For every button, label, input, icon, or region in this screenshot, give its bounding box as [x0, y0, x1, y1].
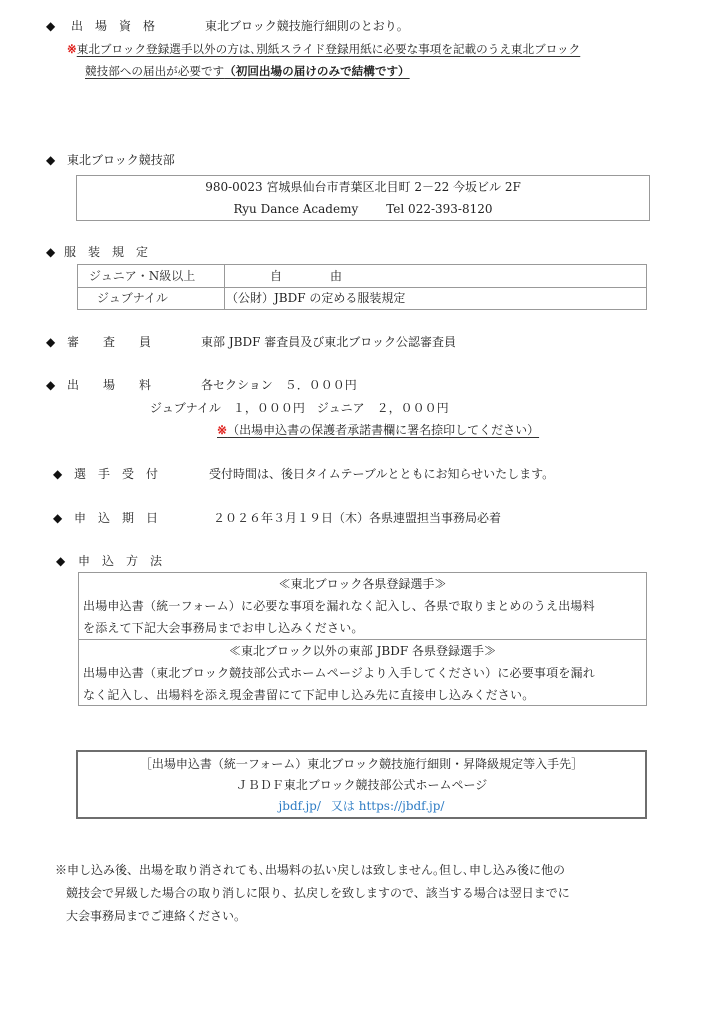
dress-row-rule: （公財）JBDF の定める服装規定: [226, 291, 406, 305]
qualification-note-line2: [85, 63, 410, 79]
fee-juvenile-junior: ジュブナイル １，０００円 ジュニア ２，０００円: [150, 401, 449, 415]
method-divider: [79, 639, 646, 640]
sources-site: ＪＢＤＦ東北ブロック競技部公式ホームページ: [235, 778, 488, 792]
deadline-label: 申 込 期 日: [74, 511, 159, 525]
note-mark-icon: ※: [67, 42, 77, 56]
sources-title: ［出場申込書（統一フォーム）東北ブロック競技施行細則・昇降級規定等入手先］: [139, 757, 584, 771]
reception-label: 選 手 受 付: [74, 467, 159, 481]
bullet-diamond-icon: ◆: [46, 153, 56, 167]
method-text: 出場申込書（統一フォーム）に必要な事項を漏れなく記入し、各県で取りまとめのうえ出場料: [83, 599, 595, 613]
or-text: 又は: [330, 799, 355, 813]
office-name: Ryu Dance Academy: [233, 202, 359, 216]
office-address: 980-0023 宮城県仙台市青葉区北目町 2－22 今坂ビル 2F: [205, 180, 521, 194]
method-text: を添えて下記大会事務局までお申し込みください。: [83, 621, 364, 635]
bullet-diamond-icon: ◆: [53, 511, 63, 525]
qualification-value: 東北ブロック競技施行細則のとおり。: [205, 19, 409, 33]
office-tel: Tel 022-393-8120: [386, 202, 493, 216]
method-text: なく記入し、出場料を添え現金書留にて下記申し込み先に直接申し込みください。: [83, 688, 535, 702]
table-column-divider: [224, 265, 225, 309]
refund-note-line: 競技会で昇級した場合の取り消しに限り、払戻しを致しますので、該当する場合は翌日までに: [66, 886, 570, 900]
method-box: [78, 572, 647, 706]
qualification-note-line1: [67, 41, 580, 57]
reception-value: 受付時間は、後日タイムテーブルとともにお知らせいたします。: [209, 467, 555, 481]
dress-row-rule: 自 由: [270, 269, 343, 283]
method-text: 出場申込書（東北ブロック競技部公式ホームページより入手してください）に必要事項を漏れ: [83, 666, 595, 680]
judges-value: 東部 JBDF 審査員及び東北ブロック公認審査員: [201, 335, 456, 349]
qualification-note-bold: （初回出場の届けのみで結構です）: [224, 64, 410, 78]
fee-note-text: （出場申込書の保護者承諾書欄に署名捺印してください）: [227, 423, 540, 437]
dress-row-category: ジュブナイル: [97, 291, 168, 305]
link-jbdf-short[interactable]: jbdf.jp/: [278, 799, 321, 813]
dress-code-table: [77, 264, 647, 310]
qualification-label: 出 場 資 格: [71, 19, 156, 33]
bullet-diamond-icon: ◆: [46, 378, 56, 392]
qualification-note-text: 東北ブロック登録選手以外の方は､別紙スライド登録用紙に必要な事項を記載のうえ東北ブロック: [76, 42, 581, 56]
note-mark-icon: ※: [217, 423, 228, 437]
bullet-diamond-icon: ◆: [53, 467, 63, 481]
bullet-diamond-icon: ◆: [46, 335, 56, 349]
refund-note-line: ※申し込み後、出場を取り消されても､出場料の払い戻しは致しません｡但し､申し込み後に他の: [55, 863, 566, 877]
office-contact: [77, 201, 649, 217]
method-heading: ≪東北ブロック各県登録選手≫: [278, 577, 447, 591]
bullet-diamond-icon: ◆: [56, 554, 66, 568]
fee-section: 各セクション ５．０００円: [201, 378, 357, 392]
link-jbdf-https[interactable]: https://jbdf.jp/: [358, 799, 445, 813]
fee-label: 出 場 料: [67, 378, 152, 392]
qualification-note-text2: 競技部への届出が必要です: [85, 64, 225, 78]
deadline-value: ２０２６年３月１９日（木）各県連盟担当事務局必着: [213, 511, 502, 525]
dress-row-category: ジュニア・N級以上: [89, 269, 196, 283]
judges-label: 審 査 員: [67, 335, 152, 349]
table-divider: [78, 287, 646, 288]
office-address-box: [76, 175, 650, 221]
dress-code-label: 服 装 規 定: [64, 245, 149, 259]
bullet-diamond-icon: ◆: [46, 245, 56, 259]
sources-box: [76, 750, 647, 819]
fee-note: [217, 422, 539, 438]
bullet-diamond-icon: ◆: [46, 19, 56, 33]
method-label: 申 込 方 法: [78, 554, 163, 568]
refund-note-line: 大会事務局までご連絡ください。: [66, 909, 247, 923]
sources-links: [78, 798, 645, 814]
office-label: 東北ブロック競技部: [67, 153, 175, 167]
method-heading: ≪東北ブロック以外の東部 JBDF 各県登録選手≫: [229, 644, 496, 658]
